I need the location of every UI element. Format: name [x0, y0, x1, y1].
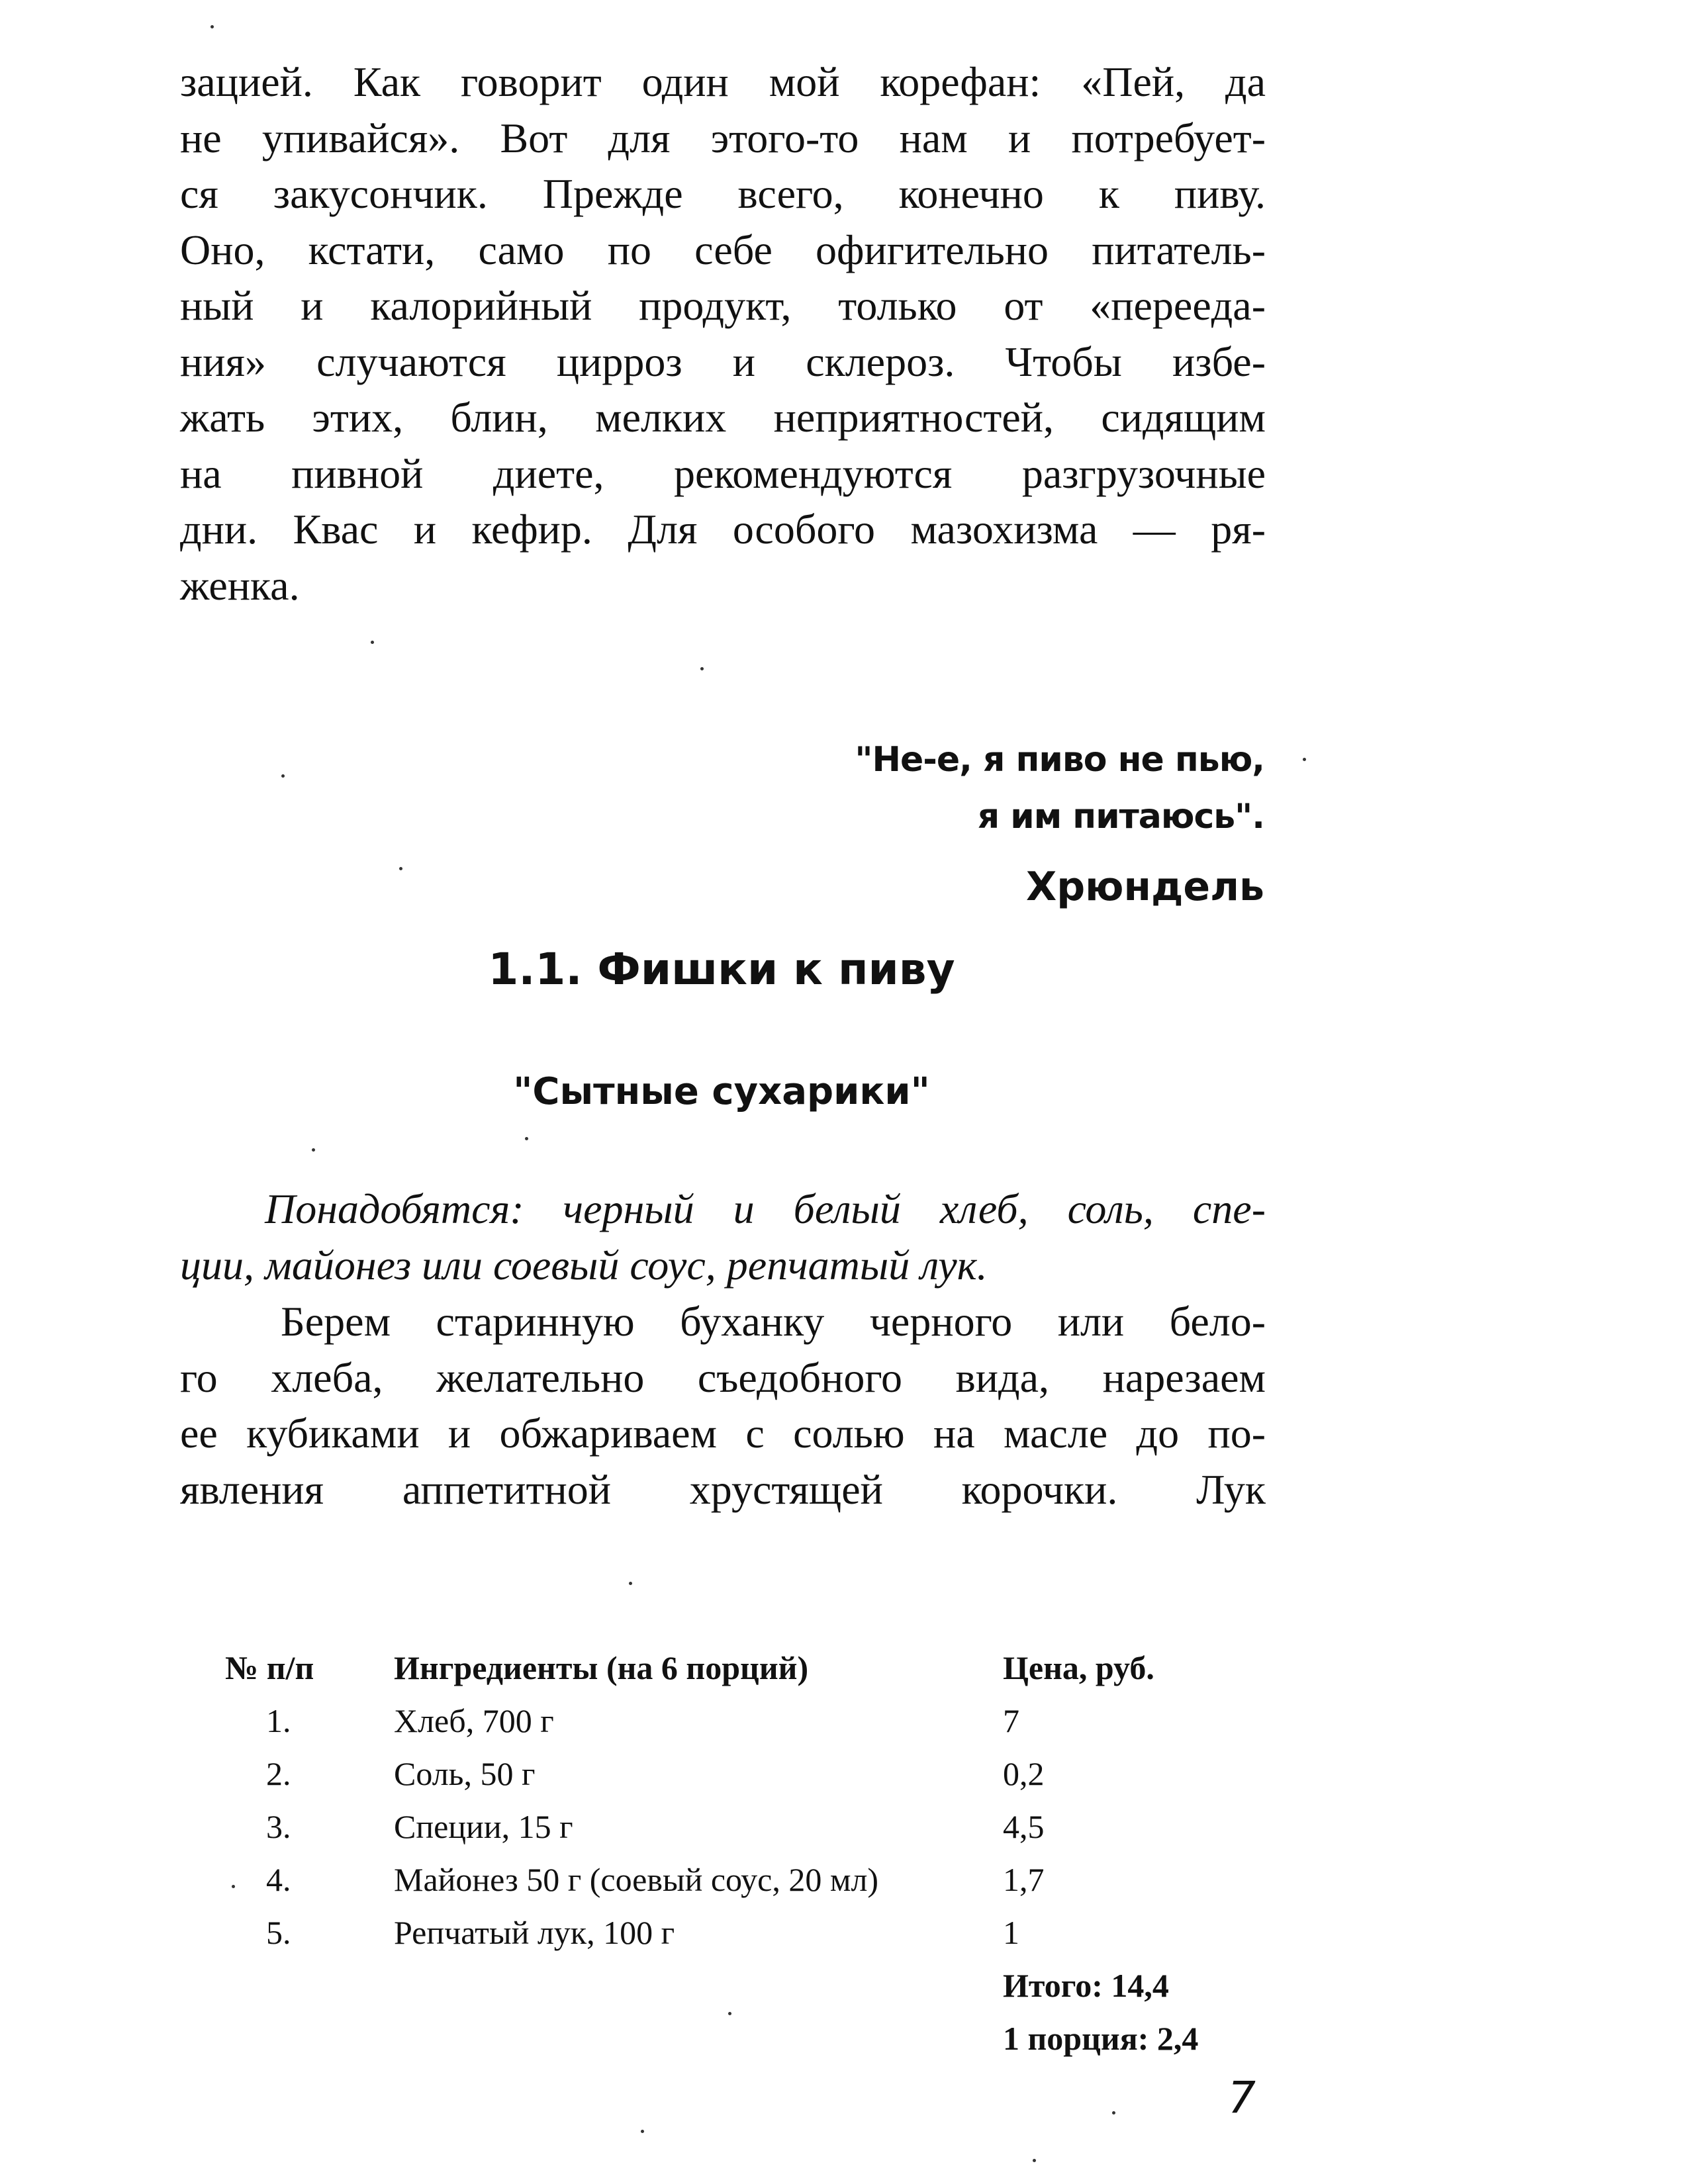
row-ingredient: Хлеб, 700 г	[394, 1702, 554, 1739]
text-line: ции, майонез или соевый соус, репчатый лук.	[180, 1241, 988, 1289]
table-row	[225, 1800, 1281, 1853]
scan-speck	[641, 2130, 644, 2133]
table-row	[225, 1906, 1281, 1959]
row-price: 4,5	[1003, 1808, 1045, 1845]
scan-speck	[525, 1137, 528, 1140]
text-line: не упивайся». Вот для этого-то нам и потребует-	[180, 114, 1266, 161]
row-number: 4.	[266, 1861, 291, 1898]
table-row	[225, 1694, 1281, 1747]
text-line: Оно, кстати, само по себе офигительно питатель-	[180, 226, 1266, 273]
page-number: 7	[1228, 2072, 1256, 2123]
total-row	[225, 1959, 1281, 2012]
row-number: 2.	[266, 1755, 291, 1792]
text-line: ся закусончик. Прежде всего, конечно к пиву.	[180, 170, 1266, 217]
text-line: на пивной диете, рекомендуются разгрузочные	[180, 449, 1266, 497]
text-line: ния» случаются цирроз и склероз. Чтобы избе-	[180, 338, 1266, 385]
method-paragraph	[180, 1294, 1266, 1518]
epigraph-quote	[855, 731, 1264, 845]
header-price: Цена, руб.	[1003, 1649, 1154, 1686]
epigraph-line: я им питаюсь".	[977, 797, 1264, 837]
cost-table	[225, 1641, 1281, 2065]
scan-speck	[281, 774, 285, 778]
row-ingredient: Репчатый лук, 100 г	[394, 1914, 675, 1951]
row-ingredient: Специи, 15 г	[394, 1808, 573, 1845]
scan-speck	[728, 2012, 731, 2015]
row-ingredient: Соль, 50 г	[394, 1755, 536, 1792]
scan-speck	[629, 1582, 632, 1585]
row-price: 1	[1003, 1914, 1019, 1951]
ingredients-note	[180, 1181, 1266, 1293]
scan-speck	[1112, 2111, 1115, 2115]
scan-speck	[211, 25, 214, 28]
intro-paragraph	[180, 54, 1266, 614]
section-title: 1.1. Фишки к пиву	[488, 944, 955, 995]
epigraph-line: "Не-е, я пиво не пью,	[855, 740, 1264, 780]
text-line: го хлеба, желательно съедобного вида, нарезаем	[180, 1353, 1266, 1401]
text-line: Понадобятся: черный и белый хлеб, соль, спе-	[265, 1185, 1266, 1232]
row-number: 5.	[266, 1914, 291, 1951]
scan-speck	[700, 667, 704, 670]
row-number: 3.	[266, 1808, 291, 1845]
row-price: 1,7	[1003, 1861, 1045, 1898]
text-line: дни. Квас и кефир. Для особого мазохизма — ря-	[180, 506, 1266, 553]
epigraph-author: Хрюндель	[1025, 864, 1264, 910]
per-portion-row	[225, 2012, 1281, 2065]
scan-speck	[371, 641, 374, 644]
text-line: жать этих, блин, мелких неприятностей, сидящим	[180, 394, 1266, 441]
table-row	[225, 1853, 1281, 1906]
text-line: Берем старинную буханку черного или бело-	[281, 1298, 1266, 1345]
header-ingredients: Ингредиенты (на 6 порций)	[394, 1649, 809, 1686]
row-price: 7	[1003, 1702, 1019, 1739]
row-number: 1.	[266, 1702, 291, 1739]
table-header-row	[225, 1641, 1281, 1694]
scan-speck	[232, 1885, 235, 1888]
row-price: 0,2	[1003, 1755, 1045, 1792]
text-line: ный и калорийный продукт, только от «переeда-	[180, 282, 1266, 329]
scan-speck	[1303, 758, 1306, 761]
text-line: зацией. Как говорит один мой корефан: «Пей, да	[180, 58, 1266, 105]
recipe-title: "Сытные сухарики"	[513, 1070, 930, 1113]
scan-speck	[399, 867, 402, 870]
text-line: женка.	[180, 561, 300, 609]
scan-speck	[312, 1148, 315, 1152]
table-row	[225, 1747, 1281, 1800]
total-cost: Итого: 14,4	[1003, 1967, 1169, 2004]
per-portion-cost: 1 порция: 2,4	[1003, 2020, 1199, 2057]
text-line: ее кубиками и обжариваем с солью на масле до по-	[180, 1410, 1266, 1457]
row-ingredient: Майонез 50 г (соевый соус, 20 мл)	[394, 1861, 879, 1898]
scan-speck	[1033, 2159, 1036, 2162]
header-number: № п/п	[225, 1649, 314, 1686]
text-line: явления аппетитной хрустящей корочки. Лук	[180, 1465, 1266, 1513]
